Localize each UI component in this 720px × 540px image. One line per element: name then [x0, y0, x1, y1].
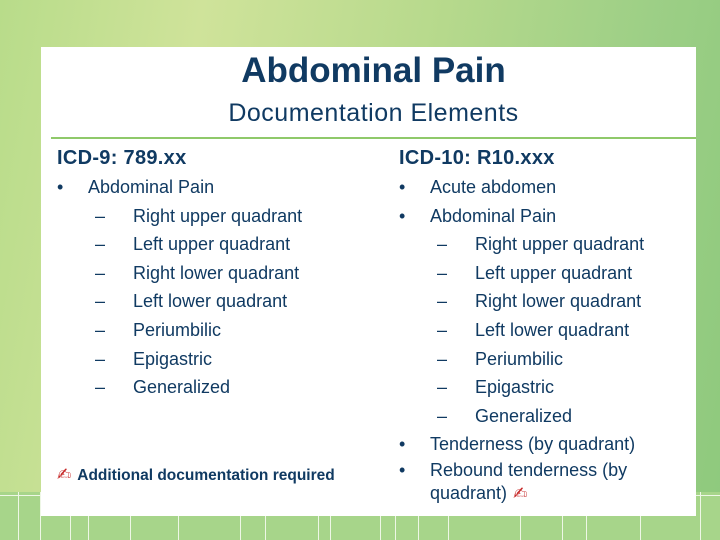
sub-list-item-label: Generalized [133, 377, 231, 398]
sub-list-item [95, 345, 397, 374]
sub-list-item [437, 373, 696, 402]
dash-icon: – [95, 262, 106, 283]
sub-list-item [95, 202, 397, 231]
sub-list [88, 202, 397, 402]
list-item [399, 459, 696, 505]
list-item-label: Abdominal Pain [430, 205, 557, 226]
list-item-label: Abdominal Pain [88, 177, 215, 197]
check-mark-icon: ✍ [57, 465, 72, 484]
slide-title: Abdominal Pain [241, 51, 506, 90]
icd10-code-heading: ICD-10: R10.xxx [399, 147, 555, 169]
slide-subtitle: Documentation Elements [228, 99, 519, 127]
dash-icon: – [437, 234, 448, 255]
dash-icon: – [437, 291, 448, 312]
bullet-icon: • [57, 177, 64, 197]
icd10-column [399, 147, 696, 505]
bullet-icon: • [399, 205, 406, 226]
icd9-code-heading: ICD-9: 789.xx [57, 147, 187, 169]
bullet-icon: • [399, 459, 406, 480]
dash-icon: – [95, 319, 106, 340]
sub-list-item-label: Periumbilic [133, 319, 222, 340]
sub-list-item [437, 259, 696, 288]
dash-icon: – [437, 348, 448, 369]
sub-list-item-label: Epigastric [475, 377, 555, 398]
sub-list-item [437, 345, 696, 374]
sub-list-item-label: Epigastric [133, 348, 213, 369]
title-divider [51, 137, 696, 139]
bullet-icon: • [399, 434, 406, 455]
sub-list-item-label: Right upper quadrant [475, 234, 645, 255]
sub-list-item-label: Right lower quadrant [133, 262, 300, 283]
additional-documentation-note [57, 465, 335, 485]
list-item [399, 173, 696, 202]
note-text: Additional documentation required [77, 467, 335, 484]
dash-icon: – [95, 234, 106, 255]
sub-list-item [95, 316, 397, 345]
dash-icon: – [95, 291, 106, 312]
list-item [399, 202, 696, 431]
icd9-list [57, 173, 397, 402]
dash-icon: – [95, 205, 106, 226]
slide-content [41, 47, 696, 516]
icd10-list [399, 173, 696, 505]
list-item [399, 430, 696, 459]
icd9-column [57, 147, 397, 402]
dash-icon: – [95, 348, 106, 369]
sub-list-item [437, 316, 696, 345]
sub-list-item [437, 402, 696, 431]
sub-list-item-label: Left upper quadrant [475, 262, 633, 283]
sub-list-item [95, 259, 397, 288]
sub-list-item [437, 230, 696, 259]
sub-list-item-label: Left lower quadrant [133, 291, 288, 312]
sub-list-item-label: Left lower quadrant [475, 319, 630, 340]
dash-icon: – [437, 405, 448, 426]
sub-list-item-label: Left upper quadrant [133, 234, 291, 255]
sub-list-item-label: Right lower quadrant [475, 291, 642, 312]
dash-icon: – [437, 377, 448, 398]
sub-list-item-label: Periumbilic [475, 348, 564, 369]
list-item-label: Rebound tenderness (by quadrant) [430, 459, 628, 503]
sub-list [430, 230, 696, 430]
bullet-icon: • [399, 177, 406, 197]
sub-list-item [95, 287, 397, 316]
sub-list-item-label: Generalized [475, 405, 573, 426]
dash-icon: – [95, 377, 106, 398]
sub-list-item [437, 287, 696, 316]
sub-list-item [95, 230, 397, 259]
list-item-label: Tenderness (by quadrant) [430, 434, 636, 455]
list-item [57, 173, 397, 402]
list-item-label: Acute abdomen [430, 177, 557, 197]
dash-icon: – [437, 262, 448, 283]
dash-icon: – [437, 319, 448, 340]
check-mark-icon: ✍ [513, 483, 528, 503]
sub-list-item-label: Right upper quadrant [133, 205, 303, 226]
sub-list-item [95, 373, 397, 402]
